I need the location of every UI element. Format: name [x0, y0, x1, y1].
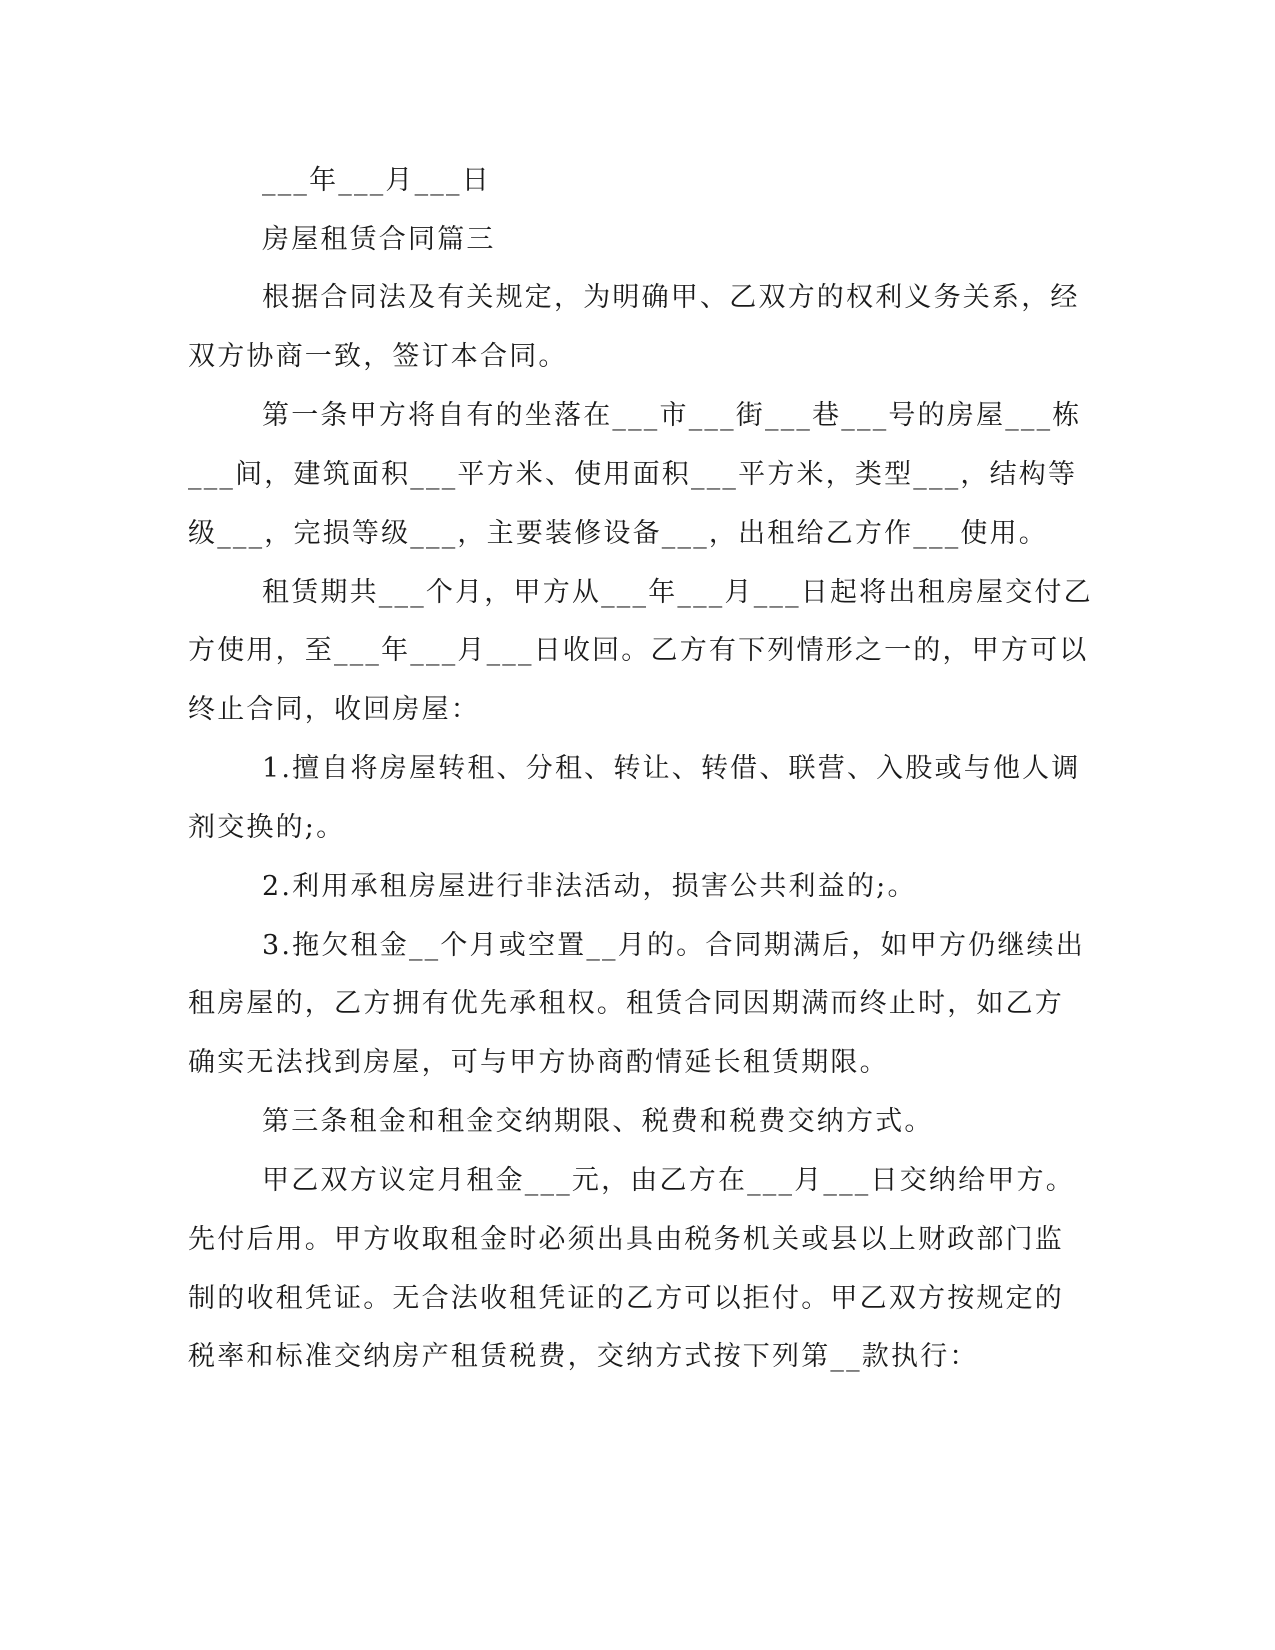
- lease-term-line-3: 终止合同，收回房屋：: [188, 694, 480, 725]
- section-title: 房屋租赁合同篇三: [262, 224, 496, 255]
- clause-1-line-1: 1.擅自将房屋转租、分租、转让、转借、联营、入股或与他人调: [262, 753, 1081, 784]
- article-3-heading: 第三条租金和租金交纳期限、税费和税费交纳方式。: [262, 1106, 934, 1137]
- article-1-line-1: 第一条甲方将自有的坐落在___市___街___巷___号的房屋___栋: [262, 400, 1082, 431]
- intro-line-1: 根据合同法及有关规定，为明确甲、乙双方的权利义务关系，经: [262, 282, 1080, 313]
- clause-2-line: 2.利用承租房屋进行非法活动，损害公共利益的;。: [262, 871, 917, 902]
- article-1-line-3: 级___，完损等级___，主要装修设备___，出租给乙方作___使用。: [188, 518, 1048, 549]
- rent-line-3: 制的收租凭证。无合法收租凭证的乙方可以拒付。甲乙双方按规定的: [188, 1283, 1064, 1314]
- intro-line-2: 双方协商一致，签订本合同。: [188, 341, 568, 372]
- lease-term-line-1: 租赁期共___个月，甲方从___年___月___日起将出租房屋交付乙: [262, 577, 1093, 608]
- lease-term-line-2: 方使用，至___年___月___日收回。乙方有下列情形之一的，甲方可以: [188, 635, 1089, 666]
- rent-line-4: 税率和标准交纳房产租赁税费，交纳方式按下列第__款执行：: [188, 1341, 979, 1372]
- clause-3-line-3: 确实无法找到房屋，可与甲方协商酌情延长租赁期限。: [188, 1047, 889, 1078]
- clause-1-line-2: 剂交换的;。: [188, 812, 346, 843]
- rent-line-1: 甲乙双方议定月租金___元，由乙方在___月___日交纳给甲方。: [262, 1165, 1075, 1196]
- clause-3-line-2: 租房屋的，乙方拥有优先承租权。租赁合同因期满而终止时，如乙方: [188, 988, 1064, 1019]
- article-1-line-2: ___间，建筑面积___平方米、使用面积___平方米，类型___，结构等: [188, 459, 1078, 490]
- date-line: ___年___月___日: [262, 165, 491, 196]
- rent-line-2: 先付后用。甲方收取租金时必须出具由税务机关或县以上财政部门监: [188, 1224, 1064, 1255]
- clause-3-line-1: 3.拖欠租金__个月或空置__月的。合同期满后，如甲方仍继续出: [262, 930, 1085, 961]
